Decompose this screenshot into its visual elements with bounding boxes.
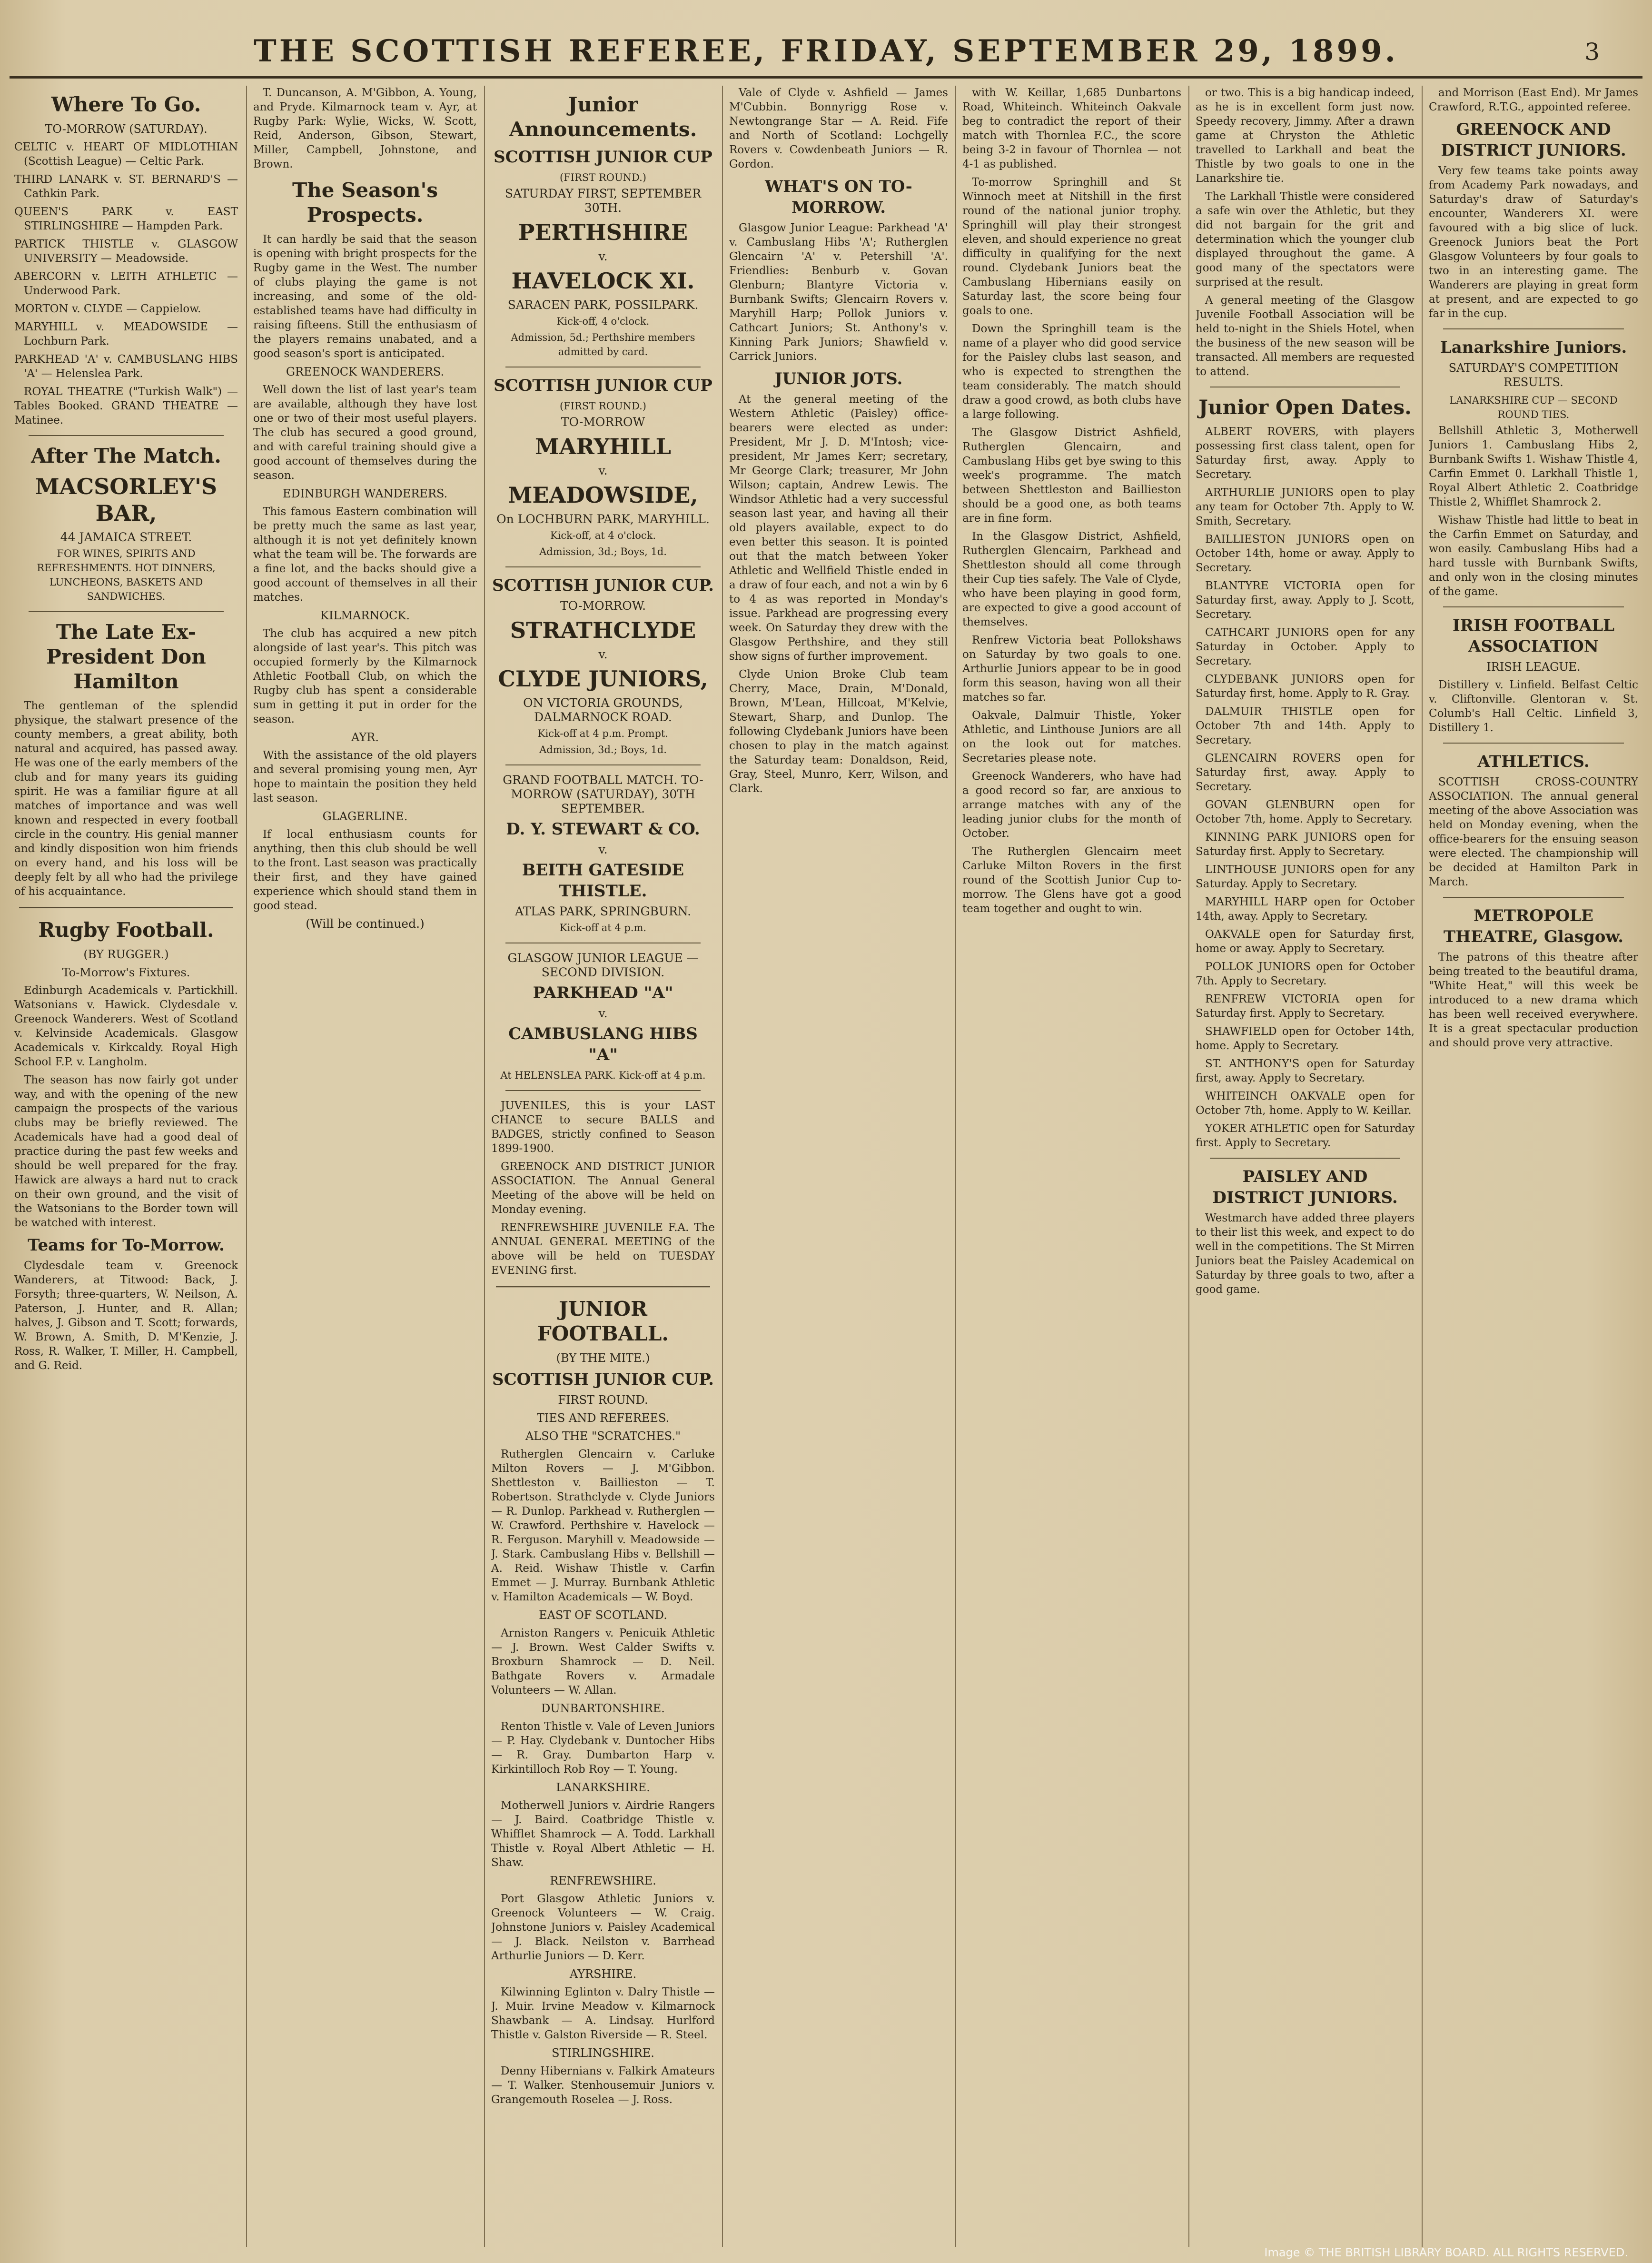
region-list: Motherwell Juniors v. Airdrie Rangers — J. Baird. Coatbridge Thistle v. Whifflet Shamrock — A. Todd. Larkhall Thistle v. Royal Albert Athletic — H. Shaw. <box>491 1799 715 1869</box>
bar-note: FOR WINES, SPIRITS AND REFRESHMENTS. HOT DINNERS, LUNCHEONS, BASKETS AND SANDWICHES. <box>37 548 216 602</box>
team-perthshire: PERTHSHIRE <box>518 219 688 245</box>
column-divider <box>955 86 956 2247</box>
open-date-item: GLENCAIRN ROVERS open for Saturday first, away. Apply to Secretary. <box>1196 752 1415 793</box>
seasons-prospects-heading: The Season's Prospects. <box>292 179 438 227</box>
column-divider <box>484 86 485 2247</box>
col4-top-text: Vale of Clyde v. Ashfield — James M'Cubbin. Bonnyrigg Rose v. Newtongrange Star — A. Reid. Fife and North of Scotland: Lochgelly Rovers v. Cowdenbeath Juniors — R. Gordon. <box>729 87 948 170</box>
jots-text: At the general meeting of the Western Athletic (Paisley) office-bearers were elected as under: President, Mr J. D. M'Intosh; vice-president, Mr James Kerr; secretary, Mr George Clark; treasurer, Mr John Wilson; captain, Andrew Lewis. The Windsor Athletic had a very successful season last year, and having all their old players available, expect to do even better this season. It is pointed out that the match between Yoker Athletic and Wellfield Thistle ended in a draw of four each, and not a win by 6 to 4 as was reported in Monday's issue. Parkhead are progressing every week. On Saturday they drew with the Glasgow Perthshire, and they still show signs of further improvement. <box>729 393 948 663</box>
masthead-rule <box>10 76 1642 79</box>
cup-title: SCOTTISH JUNIOR CUP. <box>492 576 714 595</box>
league-title: GLASGOW JUNIOR LEAGUE — SECOND DIVISION. <box>507 951 699 979</box>
open-date-item: POLLOK JUNIORS open for October 7th. Apply to Secretary. <box>1196 961 1415 987</box>
col6-text: The Larkhall Thistle were considered a safe win over the Athletic, but they did not bargain for the grit and determination which the younger club displayed throughout the game. A good many of the spectators were surprised at the result. <box>1196 190 1415 288</box>
greenock-junior-ad: GREENOCK AND DISTRICT JUNIOR ASSOCIATION. The Annual General Meeting of the above will be held on Monday evening. <box>491 1161 715 1216</box>
whats-on-heading: WHAT'S ON TO-MORROW. <box>765 177 912 217</box>
fixture-list <box>14 140 238 381</box>
section-rule <box>1443 606 1624 607</box>
open-date-item: KINNING PARK JUNIORS open for Saturday first. Apply to Secretary. <box>1196 831 1415 858</box>
team-dy-stewart: D. Y. STEWART & CO. <box>506 820 700 839</box>
col6-text: A general meeting of the Glasgow Juvenile Football Association will be held to-night in the Shiels Hotel, when the business of the new season will be transacted. All members are requested to attend. <box>1196 294 1415 378</box>
open-date-item: BLANTYRE VICTORIA open for Saturday first, away. Apply to J. Scott, Secretary. <box>1196 580 1415 621</box>
venue: ATLAS PARK, SPRINGBURN. <box>514 904 692 918</box>
paisley-text: Westmarch have added three players to their list this week, and expect to do well in the competitions. The St Mirren Juniors beat the Paisley Academical on Saturday by three goals to two, after a good game. <box>1196 1212 1415 1296</box>
region-heading: AYRSHIRE. <box>569 1967 637 1981</box>
team-cambuslang: CAMBUSLANG HIBS "A" <box>508 1024 698 1064</box>
first-round: FIRST ROUND. <box>558 1393 648 1407</box>
open-date-item: BAILLIESTON JUNIORS open on October 14th, home or away. Apply to Secretary. <box>1196 533 1415 574</box>
column-3 <box>491 86 715 2237</box>
column-divider <box>722 86 723 2247</box>
kickoff: Kick-off at 4 p.m. Prompt. <box>537 728 669 739</box>
paisley-heading: PAISLEY AND DISTRICT JUNIORS. <box>1212 1167 1398 1207</box>
ayr-heading: AYR. <box>351 731 379 744</box>
athletics-heading: ATHLETICS. <box>1477 752 1590 771</box>
fixture-item: CELTIC v. HEART OF MIDLOTHIAN (Scottish League) — Celtic Park. <box>14 141 238 168</box>
team-maryhill: MARYHILL <box>535 434 671 459</box>
column-4 <box>729 86 948 2237</box>
cup-title: SCOTTISH JUNIOR CUP. <box>492 1370 714 1389</box>
column-divider <box>246 86 247 2247</box>
open-date-item: OAKVALE open for Saturday first, home or away. Apply to Secretary. <box>1196 928 1415 955</box>
byline: (BY THE MITE.) <box>556 1351 650 1365</box>
theatre-notice: ROYAL THEATRE ("Turkish Walk") — Tables Booked. GRAND THEATRE — Matinee. <box>14 386 238 427</box>
region-heading: DUNBARTONSHIRE. <box>541 1702 665 1715</box>
glagerline-heading: GLAGERLINE. <box>322 810 408 823</box>
section-rule <box>496 1286 710 1288</box>
fixture-item: MARYHILL v. MEADOWSIDE — Lochburn Park. <box>14 321 238 347</box>
kilmarnock-text: The club has acquired a new pitch alongside of last year's. This pitch was occupied formerly by the Kilmarnock Athletic Football Club, on which the Rugby club has spent a considerable sum in getting it put in order for the season. <box>253 627 477 725</box>
region-list: Arniston Rangers v. Penicuik Athletic — J. Brown. West Calder Swifts v. Broxburn Shamrock — D. Neil. Bathgate Rovers v. Armadale Volunteers — W. Allan. <box>491 1627 715 1697</box>
column-6 <box>1196 86 1415 2237</box>
fixture-item: QUEEN'S PARK v. EAST STIRLINGSHIRE — Hampden Park. <box>14 206 238 232</box>
section-rule <box>505 1090 701 1091</box>
col2-top-text: T. Duncanson, A. M'Gibbon, A. Young, and Pryde. Kilmarnock team v. Ayr, at Rugby Park: Wylie, Wicks, W. Scott, Reid, Anderson, Gibson, Stewart, Miller, Campbell, Johnstone, and Brown. <box>253 87 477 170</box>
col5-text: The Glasgow District Ashfield, Rutherglen Glencairn, and Cambuslang Hibs get bye swing to this week's programme. The match between Shettleston and Baillieston should be a good one, as both teams are in fine form. <box>962 427 1181 525</box>
fixture-item: THIRD LANARK v. ST. BERNARD'S — Cathkin Park. <box>14 173 238 200</box>
col6-text: or two. This is a big handicap indeed, as he is in excellent form just now. Speedy recovery, Jimmy. After a drawn game at Chryston the Athletic travelled to Larkhall and beat the Thistle by two goals to one in the Lanarkshire tie. <box>1196 87 1415 185</box>
tomorrow-subheading: TO-MORROW (SATURDAY). <box>45 122 208 136</box>
copyright-footer: Image © THE BRITISH LIBRARY BOARD. ALL RIGHTS RESERVED. <box>1264 2246 1628 2259</box>
section-rule <box>1443 897 1624 898</box>
athletics-text: SCOTTISH CROSS-COUNTRY ASSOCIATION. The annual general meeting of the above Association was held on Monday evening, when the office-bearers for the ensuing season were elected. The championship will be decided at Hamilton Park in March. <box>1429 776 1638 888</box>
column-2 <box>253 86 477 2237</box>
open-date-item: ALBERT ROVERS, with players possessing first class talent, open for Saturday first, away. Apply to Secretary. <box>1196 426 1415 481</box>
open-date-item: WHITEINCH OAKVALE open for October 7th, home. Apply to W. Keillar. <box>1196 1090 1415 1117</box>
cup-title: SCOTTISH JUNIOR CUP <box>494 376 712 395</box>
irish-league-subheading: IRISH LEAGUE. <box>1486 660 1581 674</box>
cup-title: SCOTTISH JUNIOR CUP <box>494 148 712 167</box>
metropole-heading: METROPOLE THEATRE, Glasgow. <box>1443 906 1624 946</box>
bar-name: MACSORLEY'S BAR, <box>35 474 218 526</box>
results-subheading: LANARKSHIRE CUP — SECOND ROUND TIES. <box>1449 395 1618 420</box>
obituary-text: The gentleman of the splendid physique, the stalwart presence of the county members, a great ability, both natural and acquired, has passed away. He was one of the early members of the club and for many years its guiding spirit. He was a familiar figure at all matches of importance and was well known and respected in every football circle in the country. His genial manner and kindly disposition won him friends on every hand, and his loss will be deeply felt by all who had the privilege of his acquaintance. <box>14 700 238 898</box>
whats-on-text: Glasgow Junior League: Parkhead 'A' v. Cambuslang Hibs 'A'; Rutherglen Glencairn 'A' v. Petershill 'A'. Friendlies: Benburb v. Govan Glenburn; Blantyre Victoria v. Burnbank Swifts; Glencairn Rovers v. Maryhill Harp; Pollok Juniors v. Cathcart Juniors; St. Anthony's v. Kinning Park Juniors; Shawfield v. Carrick Juniors. <box>729 222 948 363</box>
section-rule <box>1210 1158 1400 1159</box>
versus: v. <box>598 249 608 263</box>
versus: v. <box>598 843 608 856</box>
masthead-title: THE SCOTTISH REFEREE, FRIDAY, SEPTEMBER 29, 1899. <box>254 33 1398 69</box>
continued-note: (Will be continued.) <box>306 917 425 931</box>
metropole-text: The patrons of this theatre after being treated to the beautiful drama, "White Heat," will this week be introduced to a new drama which has been well received everywhere. It is a great spectacular production and should prove very attractive. <box>1429 951 1638 1049</box>
rugby-heading: Rugby Football. <box>38 918 214 942</box>
junior-football-heading: JUNIOR FOOTBALL. <box>537 1297 669 1345</box>
greenock-district-heading: GREENOCK AND DISTRICT JUNIORS. <box>1441 120 1626 160</box>
team-parkhead: PARKHEAD "A" <box>533 983 673 1002</box>
venue: On LOCHBURN PARK, MARYHILL. <box>496 512 710 526</box>
region-list: Renton Thistle v. Vale of Leven Juniors — P. Hay. Clydebank v. Duntocher Hibs — R. Gray. Dumbarton Harp v. Kirkintilloch Rob Roy — T. Young. <box>491 1720 715 1776</box>
renfrew-juvenile-ad: RENFREWSHIRE JUVENILE F.A. The ANNUAL GENERAL MEETING of the above will be held on TUESDAY EVENING first. <box>491 1221 715 1277</box>
section-rule <box>1443 743 1624 744</box>
open-date-item: ARTHURLIE JUNIORS open to play any team for October 7th. Apply to W. Smith, Secretary. <box>1196 486 1415 527</box>
junior-announcements-heading: Junior Announcements. <box>509 93 697 141</box>
col5-text: To-morrow Springhill and St Winnoch meet at Nitshill in the first round of the national junior trophy. Springhill will play their strongest eleven, and should experience no great difficulty in qualifying for the next round. Clydebank Juniors beat the Cambuslang Hibernians easily on Saturday last, the score being four goals to one. <box>962 176 1181 317</box>
open-date-item: CATHCART JUNIORS open for any Saturday in October. Apply to Secretary. <box>1196 626 1415 667</box>
open-date-item: CLYDEBANK JUNIORS open for Saturday first, home. Apply to R. Gray. <box>1196 673 1415 700</box>
junior-open-dates-heading: Junior Open Dates. <box>1198 396 1412 419</box>
first-round: (FIRST ROUND.) <box>560 172 646 183</box>
versus: v. <box>598 1006 608 1020</box>
col5-text: Down the Springhill team is the name of a player who did good service for the Paisley clubs last season, and who is expected to strengthen the team considerably. The match should draw a good crowd, as both clubs have a large following. <box>962 323 1181 421</box>
results-text: Bellshill Athletic 3, Motherwell Juniors 1. Cambuslang Hibs 2, Burnbank Swifts 1. Wishaw Thistle 4, Carfin Emmet 0. Larkhall Thistle 1, Royal Albert Athletic 2. Coatbridge Thistle 2, Whifflet Shamrock 2. <box>1429 425 1638 508</box>
team-beith: BEITH GATESIDE THISTLE. <box>522 861 684 901</box>
admission: Admission, 3d.; Boys, 1d. <box>539 744 667 755</box>
kickoff: Kick-off, 4 o'clock. <box>556 316 650 327</box>
edinburgh-wanderers-heading: EDINBURGH WANDERERS. <box>282 487 448 500</box>
section-rule <box>1443 328 1624 329</box>
column-1 <box>14 86 238 2237</box>
region-heading: RENFREWSHIRE. <box>550 1874 656 1887</box>
scratches-heading: ALSO THE "SCRATCHES." <box>525 1429 681 1443</box>
versus: v. <box>598 464 608 477</box>
teams-heading: Teams for To-Morrow. <box>28 1236 225 1255</box>
region-heading: STIRLINGSHIRE. <box>552 2046 654 2060</box>
fixture-item: ABERCORN v. LEITH ATHLETIC — Underwood Park. <box>14 270 238 297</box>
teams-text: Clydesdale team v. Greenock Wanderers, at Titwood: Back, J. Forsyth; three-quarters, W. Neilson, A. Paterson, J. Hunter, and R. Allan; halves, J. Gibson and T. Scott; forwards, W. Brown, A. Smith, D. M'Kenzie, J. Ross, R. Walker, T. Miller, H. Campbell, and G. Reid. <box>14 1260 238 1372</box>
col5-text: Renfrew Victoria beat Pollokshaws on Saturday by two goals to one. Arthurlie Juniors appear to be in good form this season, having won all their matches so far. <box>962 634 1181 704</box>
rugby-byline: (BY RUGGER.) <box>83 948 169 961</box>
seasons-text: It can hardly be said that the season is opening with bright prospects for the Rugby game in the West. The number of clubs playing the game is not increasing, and some of the old-established teams have had difficulty in raising fifteens. Still the enthusiasm of the players remains unabated, and a good season's sport is anticipated. <box>253 233 477 360</box>
fixture-item: PARTICK THISTLE v. GLASGOW UNIVERSITY — Meadowside. <box>14 238 238 265</box>
column-5 <box>962 86 1181 2237</box>
region-heading: EAST OF SCOTLAND. <box>539 1608 667 1622</box>
kilmarnock-heading: KILMARNOCK. <box>320 609 410 622</box>
col5-text: Greenock Wanderers, who have had a good record so far, are anxious to arrange matches with any of the leading junior clubs for the month of October. <box>962 770 1181 840</box>
open-date-item: RENFREW VICTORIA open for Saturday first. Apply to Secretary. <box>1196 993 1415 1020</box>
region-list: Denny Hibernians v. Falkirk Amateurs — T. Walker. Stenhousemuir Juniors v. Grangemouth Roselea — J. Ross. <box>491 2065 715 2106</box>
team-clyde-juniors: CLYDE JUNIORS, <box>498 666 708 692</box>
versus: v. <box>598 647 608 661</box>
column-divider <box>1422 86 1423 2247</box>
venue: At HELENSLEA PARK. Kick-off at 4 p.m. <box>500 1070 706 1081</box>
results-heading: SATURDAY'S COMPETITION RESULTS. <box>1448 361 1619 389</box>
section-rule <box>505 764 701 765</box>
col5-text: with W. Keillar, 1,685 Dunbartons Road, Whiteinch. Whiteinch Oakvale beg to contradict the report of their match with Thornlea F.C., the score being 3-2 in favour of Thornlea — not 4-1 as published. <box>962 87 1181 170</box>
admission: Admission, 5d.; Perthshire members admitted by card. <box>511 332 695 357</box>
fixture-item: PARKHEAD 'A' v. CAMBUSLANG HIBS 'A' — Helenslea Park. <box>14 353 238 380</box>
col5-text: Oakvale, Dalmuir Thistle, Yoker Athletic, and Linthouse Juniors are all on the look out for matches. Secretaries please note. <box>962 709 1181 764</box>
greenock-wanderers-text: Well down the list of last year's team are available, although they have lost one or two of their most useful players. The club has secured a good ground, and with careful training should give a good account of themselves during the season. <box>253 384 477 482</box>
bar-address: 44 JAMAICA STREET. <box>60 530 192 544</box>
kickoff: Kick-off at 4 p.m. <box>559 922 647 933</box>
team-meadowside: MEADOWSIDE, <box>508 482 698 508</box>
col5-text: In the Glasgow District, Ashfield, Rutherglen Glencairn, Parkhead and Shettleston should all come through their Cup ties safely. The Vale of Clyde, who have been playing in good form, are expected to give a good account of themselves. <box>962 530 1181 628</box>
obituary-heading: The Late Ex-President Don Hamilton <box>46 620 206 693</box>
rugby-fixtures: Edinburgh Academicals v. Partickhill. Watsonians v. Hawick. Clydesdale v. Greenock Wanderers. West of Scotland v. Kelvinside Academicals. Glasgow Academicals v. Kirkcaldy. Royal High School F.P. v. Langholm. <box>14 984 238 1068</box>
ties-list: Rutherglen Glencairn v. Carluke Milton Rovers — J. M'Gibbon. Shettleston v. Baillieston — T. Robertson. Strathclyde v. Clyde Juniors — R. Dunlop. Parkhead v. Rutherglen — W. Crawford. Perthshire v. Havelock — R. Ferguson. Maryhill v. Meadowside — J. Stark. Cambuslang Hibs v. Bellshill — A. Reid. Wishaw Thistle v. Carfin Emmet — J. Murray. Burnbank Athletic v. Hamilton Academicals — W. Boyd. <box>491 1448 715 1603</box>
column-divider <box>1188 86 1189 2247</box>
open-dates-list <box>1196 425 1415 1150</box>
col7-top-text: and Morrison (East End). Mr James Crawford, R.T.G., appointed referee. <box>1429 87 1638 113</box>
kickoff: Kick-off, at 4 o'clock. <box>550 530 656 541</box>
where-to-go-heading: Where To Go. <box>51 93 201 116</box>
grand-match-title: GRAND FOOTBALL MATCH. TO-MORROW (SATURDAY), 30TH SEPTEMBER. <box>503 773 703 815</box>
open-date-item: MARYHILL HARP open for October 14th, away. Apply to Secretary. <box>1196 896 1415 923</box>
open-date-item: GOVAN GLENBURN open for October 7th, home. Apply to Secretary. <box>1196 799 1415 825</box>
player-list-text: Clyde Union Broke Club team Cherry, Mace, Drain, M'Donald, Brown, M'Lean, Hillcoat, M'Kelvie, Stewart, Sharp, and Dunlop. The following Clydebank Juniors have been chosen to play in the match against the Saturday team: Donaldson, Reid, Gray, Steel, Munro, Kerr, Wilson, and Clark. <box>729 668 948 795</box>
ties-heading: TIES AND REFEREES. <box>536 1411 670 1425</box>
region-list: Port Glasgow Athletic Juniors v. Greenock Volunteers — W. Craig. Johnstone Juniors v. Paisley Academical — J. Black. Neilston v. Barrhead Arthurlie Juniors — D. Kerr. <box>491 1893 715 1962</box>
section-rule <box>19 907 233 909</box>
irish-text: Distillery v. Linfield. Belfast Celtic v. Cliftonville. Glentoran v. St. Columb's Hall Celtic. Linfield 3, Distillery 1. <box>1429 679 1638 734</box>
lanarkshire-text: Wishaw Thistle had little to beat in the Carfin Emmet on Saturday, and won easily. Cambuslang Hibs had a hard tussle with Burnbank Swifts, and only won in the closing minutes of the game. <box>1429 514 1638 598</box>
col5-text: The Rutherglen Glencairn meet Carluke Milton Rovers in the first round of the Scottish Junior Cup to-morrow. The Glens have got a good team together and ought to win. <box>962 845 1181 915</box>
region-list: Kilwinning Eglinton v. Dalry Thistle — J. Muir. Irvine Meadow v. Kilmarnock Shawbank — A. Lindsay. Hurlford Thistle v. Galston Riverside — R. Steel. <box>491 1986 715 2041</box>
first-round: (FIRST ROUND.) <box>560 400 646 412</box>
irish-fa-heading: IRISH FOOTBALL ASSOCIATION <box>1452 616 1615 656</box>
section-rule <box>29 611 224 612</box>
lanarkshire-heading: Lanarkshire Juniors. <box>1440 338 1627 357</box>
open-date-item: SHAWFIELD open for October 14th, home. Apply to Secretary. <box>1196 1025 1415 1052</box>
team-havelock: HAVELOCK XI. <box>511 268 695 294</box>
venue: ON VICTORIA GROUNDS, DALMARNOCK ROAD. <box>523 696 683 724</box>
greenock-district-text: Very few teams take points away from Academy Park nowadays, and Saturday's draw of Saturday's encounter, Wanderers XI. were favoured with a big slice of luck. Greenock Juniors beat the Port Glasgow Volunteers by four goals to two in an interesting game. The Wanderers are playing in great form at present, and are expected to go far in the cup. <box>1429 165 1638 320</box>
open-date-item: LINTHOUSE JUNIORS open for any Saturday. Apply to Secretary. <box>1196 864 1415 890</box>
juveniles-ad: JUVENILES, this is your LAST CHANCE to secure BALLS and BADGES, strictly confined to Season 1899-1900. <box>491 1100 715 1155</box>
glagerline-text: If local enthusiasm counts for anything, then this club should be well to the front. Last season was practically their first, and they have gained experience which should stand them in good stead. <box>253 828 477 912</box>
tomorrow-label: TO-MORROW. <box>560 599 646 613</box>
saturday-date: SATURDAY FIRST, SEPTEMBER 30TH. <box>505 187 702 215</box>
region-heading: LANARKSHIRE. <box>556 1781 650 1794</box>
ayr-text: With the assistance of the old players and several promising young men, Ayr hope to maintain the position they held last season. <box>253 749 477 804</box>
section-rule <box>505 566 701 567</box>
venue: SARACEN PARK, POSSILPARK. <box>507 298 699 312</box>
edinburgh-wanderers-text: This famous Eastern combination will be pretty much the same as last year, although it is not yet definitely known what the team will be. The forwards are a fine lot, and the backs should give a good account of themselves in all their matches. <box>253 506 477 604</box>
team-strathclyde: STRATHCLYDE <box>510 617 696 643</box>
admission: Admission, 3d.; Boys, 1d. <box>539 546 667 557</box>
open-date-item: DALMUIR THISTLE open for October 7th and 14th. Apply to Secretary. <box>1196 705 1415 746</box>
greenock-wanderers-heading: GREENOCK WANDERERS. <box>286 365 445 378</box>
rugby-subheading: To-Morrow's Fixtures. <box>62 966 190 979</box>
tomorrow-label: TO-MORROW <box>561 415 645 429</box>
junior-jots-heading: JUNIOR JOTS. <box>774 369 903 388</box>
section-rule <box>29 435 224 436</box>
page-number: 3 <box>1584 38 1600 66</box>
open-date-item: ST. ANTHONY'S open for Saturday first, away. Apply to Secretary. <box>1196 1058 1415 1084</box>
column-7 <box>1429 86 1638 2237</box>
open-date-item: YOKER ATHLETIC open for Saturday first. Apply to Secretary. <box>1196 1122 1415 1149</box>
fixture-item: MORTON v. CLYDE — Cappielow. <box>14 303 201 315</box>
after-match-heading: After The Match. <box>31 444 221 467</box>
rugby-text: The season has now fairly got under way, and with the opening of the new campaign the prospects of the various clubs may be briefly reviewed. The Academicals have had a good deal of practice during the past few weeks and should be well prepared for the fray. Hawick are always a hard nut to crack on their own ground, and the visit of the Watsonians to the Border town will be watched with interest. <box>14 1074 238 1229</box>
